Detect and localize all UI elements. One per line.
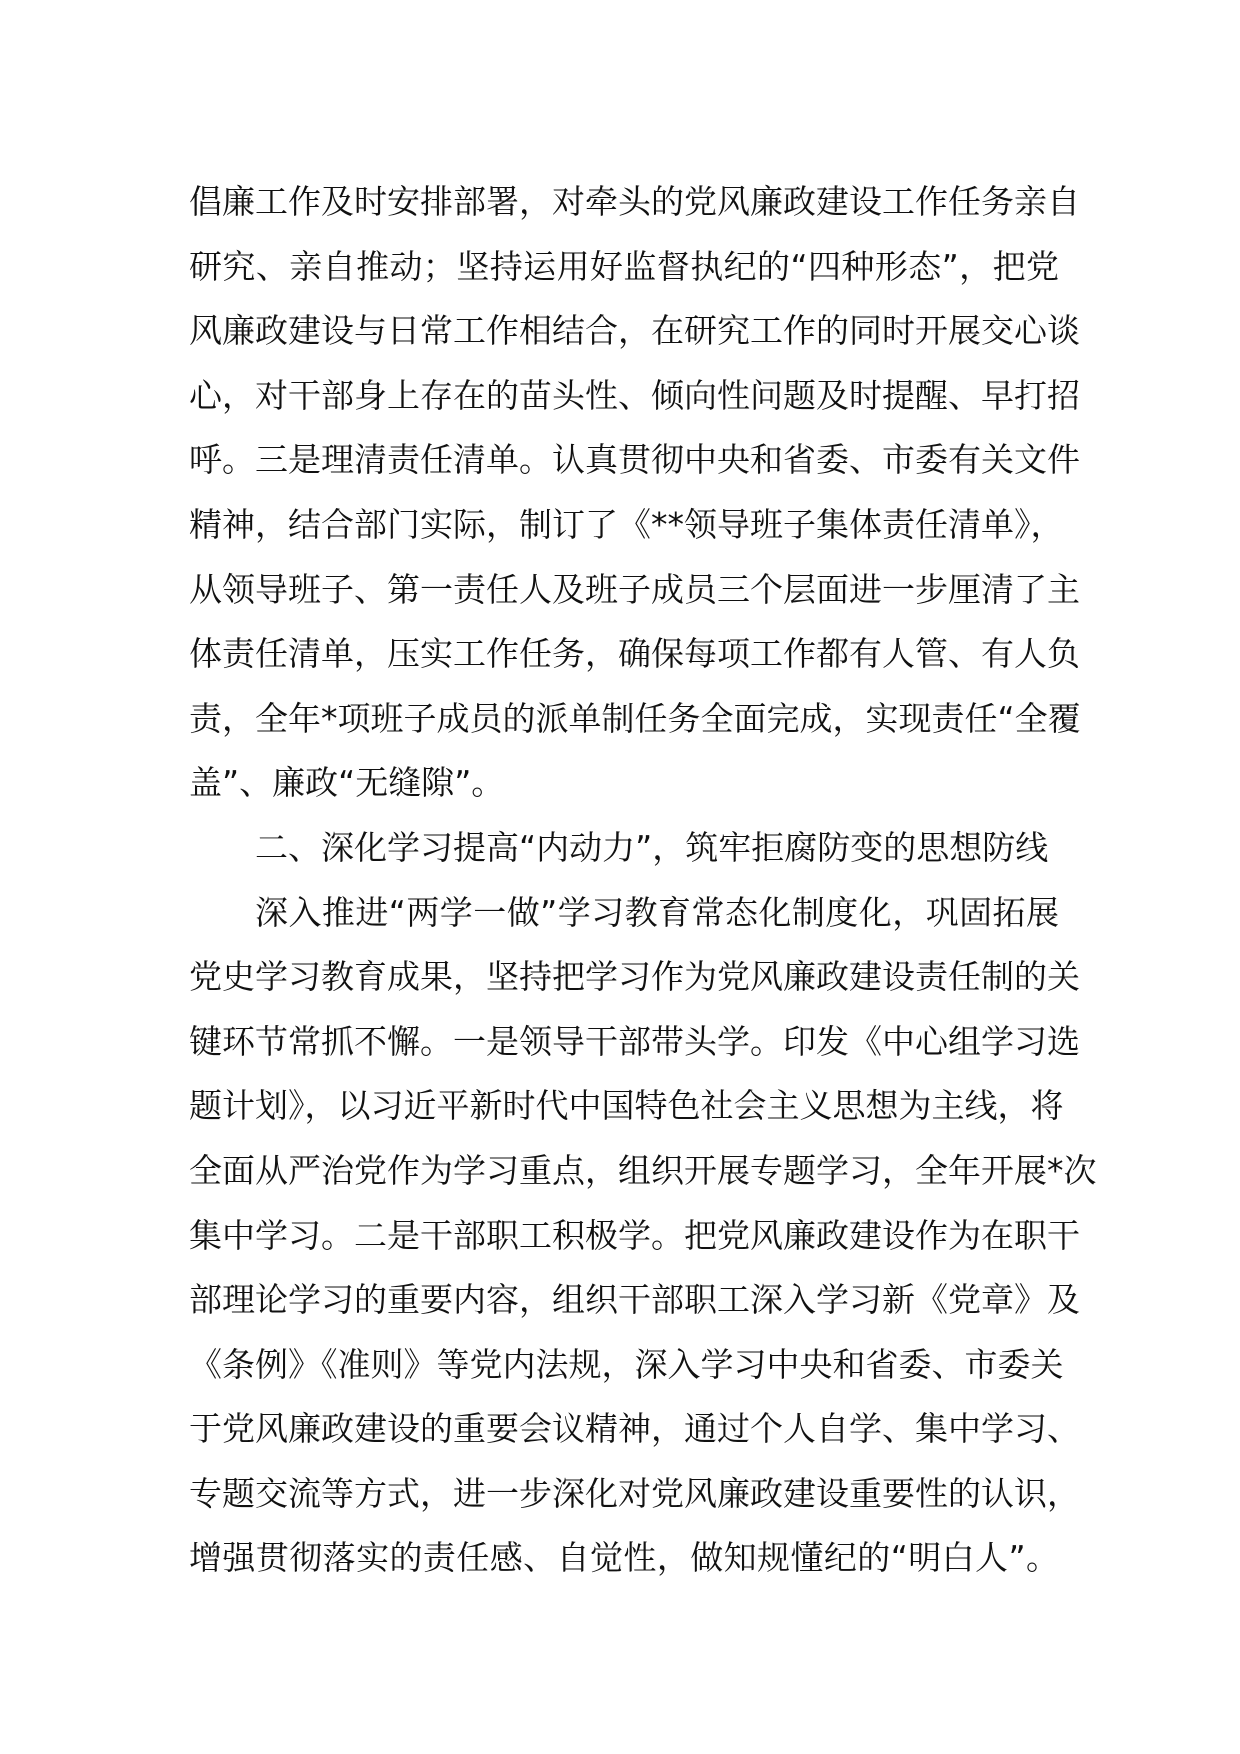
text-line: 《条例》《准则》等党内法规，深入学习中央和省委、市委关 — [189, 1344, 1064, 1384]
text-line: 党史学习教育成果，坚持把学习作为党风廉政建设责任制的关 — [189, 957, 1080, 997]
text-line: 责，全年*项班子成员的派单制任务全面完成，实现责任“全覆 — [189, 698, 1081, 738]
paragraph-2 — [189, 881, 1097, 1592]
document-body — [189, 170, 1097, 1591]
text-line: 题计划》，以习近平新时代中国特色社会主义思想为主线，将 — [189, 1086, 1064, 1126]
text-line: 精神，结合部门实际，制订了《**领导班子集体责任清单》， — [189, 504, 1064, 544]
text-line: 增强贯彻落实的责任感、自觉性，做知规懂纪的“明白人”。 — [189, 1538, 1059, 1578]
text-line: 盖”、廉政“无缝隙”。 — [189, 763, 505, 803]
text-line: 部理论学习的重要内容，组织干部职工深入学习新《党章》及 — [189, 1280, 1080, 1320]
text-line: 键环节常抓不懈。一是领导干部带头学。印发《中心组学习选 — [189, 1021, 1080, 1061]
text-line: 研究、亲自推动；坚持运用好监督执纪的“四种形态”，把党 — [189, 246, 1059, 286]
text-line: 风廉政建设与日常工作相结合，在研究工作的同时开展交心谈 — [189, 311, 1080, 351]
text-line: 心，对干部身上存在的苗头性、倾向性问题及时提醒、早打招 — [189, 375, 1080, 415]
text-line: 倡廉工作及时安排部署，对牵头的党风廉政建设工作任务亲自 — [189, 182, 1080, 221]
text-line: 全面从严治党作为学习重点，组织开展专题学习，全年开展*次 — [189, 1150, 1097, 1190]
text-line: 体责任清单，压实工作任务，确保每项工作都有人管、有人负 — [189, 634, 1080, 674]
text-line: 呼。三是理清责任清单。认真贯彻中央和省委、市委有关文件 — [189, 440, 1080, 480]
text-line: 集中学习。二是干部职工积极学。把党风廉政建设作为在职干 — [189, 1215, 1080, 1255]
paragraph-1 — [189, 170, 1081, 816]
section-heading: 二、深化学习提高“内动力”，筑牢拒腐防变的思想防线 — [255, 827, 1049, 867]
text-line: 从领导班子、第一责任人及班子成员三个层面进一步厘清了主 — [189, 569, 1080, 609]
text-line: 于党风廉政建设的重要会议精神，通过个人自学、集中学习、 — [189, 1409, 1080, 1449]
text-line: 深入推进“两学一做”学习教育常态化制度化，巩固拓展 — [255, 892, 1059, 932]
text-line: 专题交流等方式，进一步深化对党风廉政建设重要性的认识， — [189, 1473, 1080, 1513]
